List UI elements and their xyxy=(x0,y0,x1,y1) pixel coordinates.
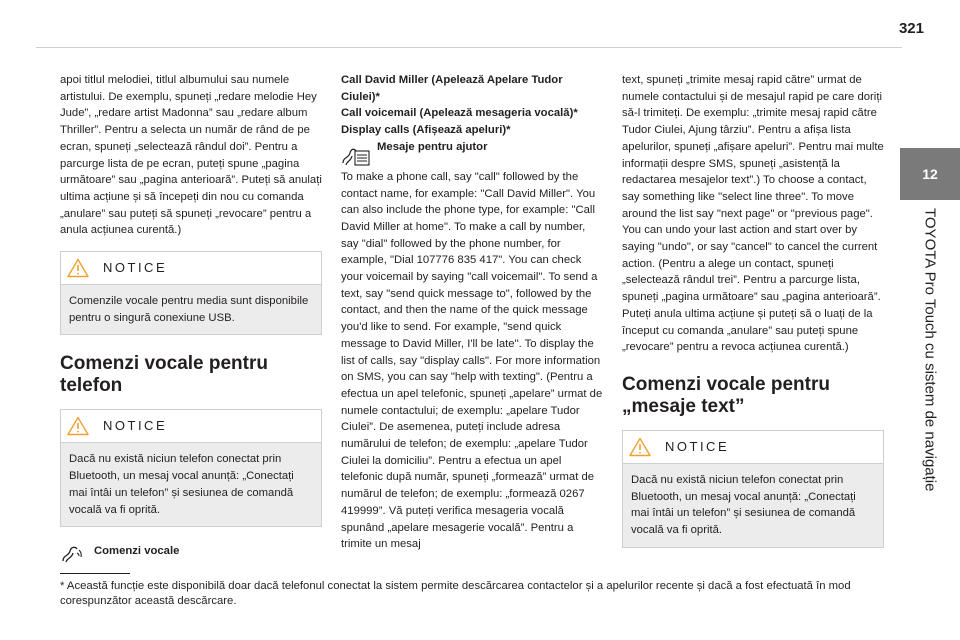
col1-intro-paragraph: apoi titlul melodiei, titlul albumului sau numele artistului. De exemplu, spuneți „redare melodie Hey Jude”, „redare artist Madonna” sau „redare album Thriller”. Pentru a selecta un număr de rând de pe ecran, spuneți „selectează rândul doi”. Pentru a parcurge lista de pe ecran, puteți spune „pagina următoare” sau „pagina anterioară”. Puteți să anulați ultima acțiune și să începeți din nou cu comanda „anulare” sau puteți să spuneți „revocare” pentru a anula acțiunea curentă.) xyxy=(60,74,322,237)
column-1 xyxy=(60,72,322,565)
command-display-calls: Display calls (Afișează apeluri)* xyxy=(341,124,511,137)
voice-commands-label: Comenzi vocale xyxy=(94,545,180,558)
notice-box-media xyxy=(60,251,322,335)
help-messages-row xyxy=(341,139,603,169)
page-number: 321 xyxy=(898,20,924,37)
notice-title: NOTICE xyxy=(103,259,168,275)
notice-box-text xyxy=(622,430,884,548)
section-heading-text-messages: Comenzi vocale pentru „mesaje text” xyxy=(622,373,830,417)
notice-body: Dacă nu există niciun telefon conectat prin Bluetooth, un mesaj vocal anunță: „Conectați mai întâi un telefon” și sesiunea de comandă vocală va fi oprită. xyxy=(623,463,883,547)
section-heading-phone: Comenzi vocale pentru telefon xyxy=(60,353,268,397)
col3-body-paragraph: text, spuneți „trimite mesaj rapid către” urmat de numele contactului și de mesajul rapid pe care doriți să-l trimiteți. De exemplu: „trimite mesaj rapid către Tudor Ciulei, Ajung târziu”. Pentru a afișa lista apelurilor, spuneți „afișare apeluri”. Pentru mai multe informații despre SMS, spuneți „asistență la redactarea mesajelor text”.) To choose a contact, say something like "select line three". To move around the list say "next page" or "previous page". You can undo your last action and start over by saying "undo", or say "cancel" to cancel the current action. (Pentru a alege un contact, spuneți „selectează rândul trei”. Pentru a parcurge lista, spuneți „pagina următoare” sau „pagina anterioară”. Puteți anula ultima acțiune și puteți să o luați de la început cu comanda „anulare” sau puteți spune „revocare” pentru a revoca acțiunea curentă.) xyxy=(622,74,884,354)
footnote: * Această funcție este disponibilă doar dacă telefonul conectat la sistem permite descărcarea contactelor și a apelurilor recente și dacă a fost efectuată în mod corespunzător această descărcare. xyxy=(60,580,851,607)
header-divider xyxy=(36,47,902,48)
notice-header xyxy=(61,252,321,284)
voice-commands-label-row xyxy=(60,541,322,565)
col2-body-paragraph: To make a phone call, say "call" followed by the contact name, for example: "Call David Miller". You can also include the phone type, for example: "Call David Miller at home". To make a call by number, say "dial" followed by the phone number, for example, "Dial 107776 835 417". You can check your voicemail by saying "call voicemail". To send a text, say "send quick message to", followed by the contact, and then the name of the quick message you'd like to send. For example, "send quick message to David Miller, I'll be late". To display the list of calls, say "display calls". For more information on SMS, you can say "help with texting". (Pentru a efectua un apel telefonic, spuneți „apelare” urmat de numele contactului; de exemplu: „apelare Tudor Ciulei”. De asemenea, puteți include adresa numărului de telefon; de exemplu: „apelare Tudor Ciulei la domiciliu”. Pentru a efectua un apel telefonic după număr, spuneți „formează” urmat de numărul de telefon; de exemplu: „formează 0267 419999”. Vă puteți verifica mesageria vocală spunând „apelare mesagerie vocală”. Pentru a trimite un mesaj xyxy=(341,170,603,551)
warning-triangle-icon xyxy=(67,258,89,278)
notice-body: Dacă nu există niciun telefon conectat prin Bluetooth, un mesaj vocal anunță: „Conectați mai întâi un telefon” și sesiunea de comandă vocală va fi oprită. xyxy=(61,442,321,526)
notice-header xyxy=(623,431,883,463)
help-messages-label: Mesaje pentru ajutor xyxy=(377,140,488,153)
command-call-voicemail: Call voicemail (Apelează mesageria vocală)* xyxy=(341,107,578,120)
warning-triangle-icon xyxy=(629,437,651,457)
column-2 xyxy=(341,72,603,553)
voice-command-icon xyxy=(60,541,84,565)
notice-title: NOTICE xyxy=(103,418,168,434)
notice-title: NOTICE xyxy=(665,438,730,454)
footnote-divider xyxy=(60,573,130,574)
chapter-tab[interactable]: 12 xyxy=(900,148,960,200)
column-3 xyxy=(622,72,884,548)
chapter-title xyxy=(902,208,958,628)
chapter-title-text: TOYOTA Pro Touch cu sistem de navigație xyxy=(921,208,939,492)
help-messages-icon xyxy=(341,139,371,169)
command-call-contact: Call David Miller (Apelează Apelare Tudor Ciulei)* xyxy=(341,74,563,103)
warning-triangle-icon xyxy=(67,416,89,436)
notice-box-phone xyxy=(60,409,322,527)
notice-header xyxy=(61,410,321,442)
notice-body: Comenzile vocale pentru media sunt disponibile pentru o singură conexiune USB. xyxy=(61,284,321,334)
